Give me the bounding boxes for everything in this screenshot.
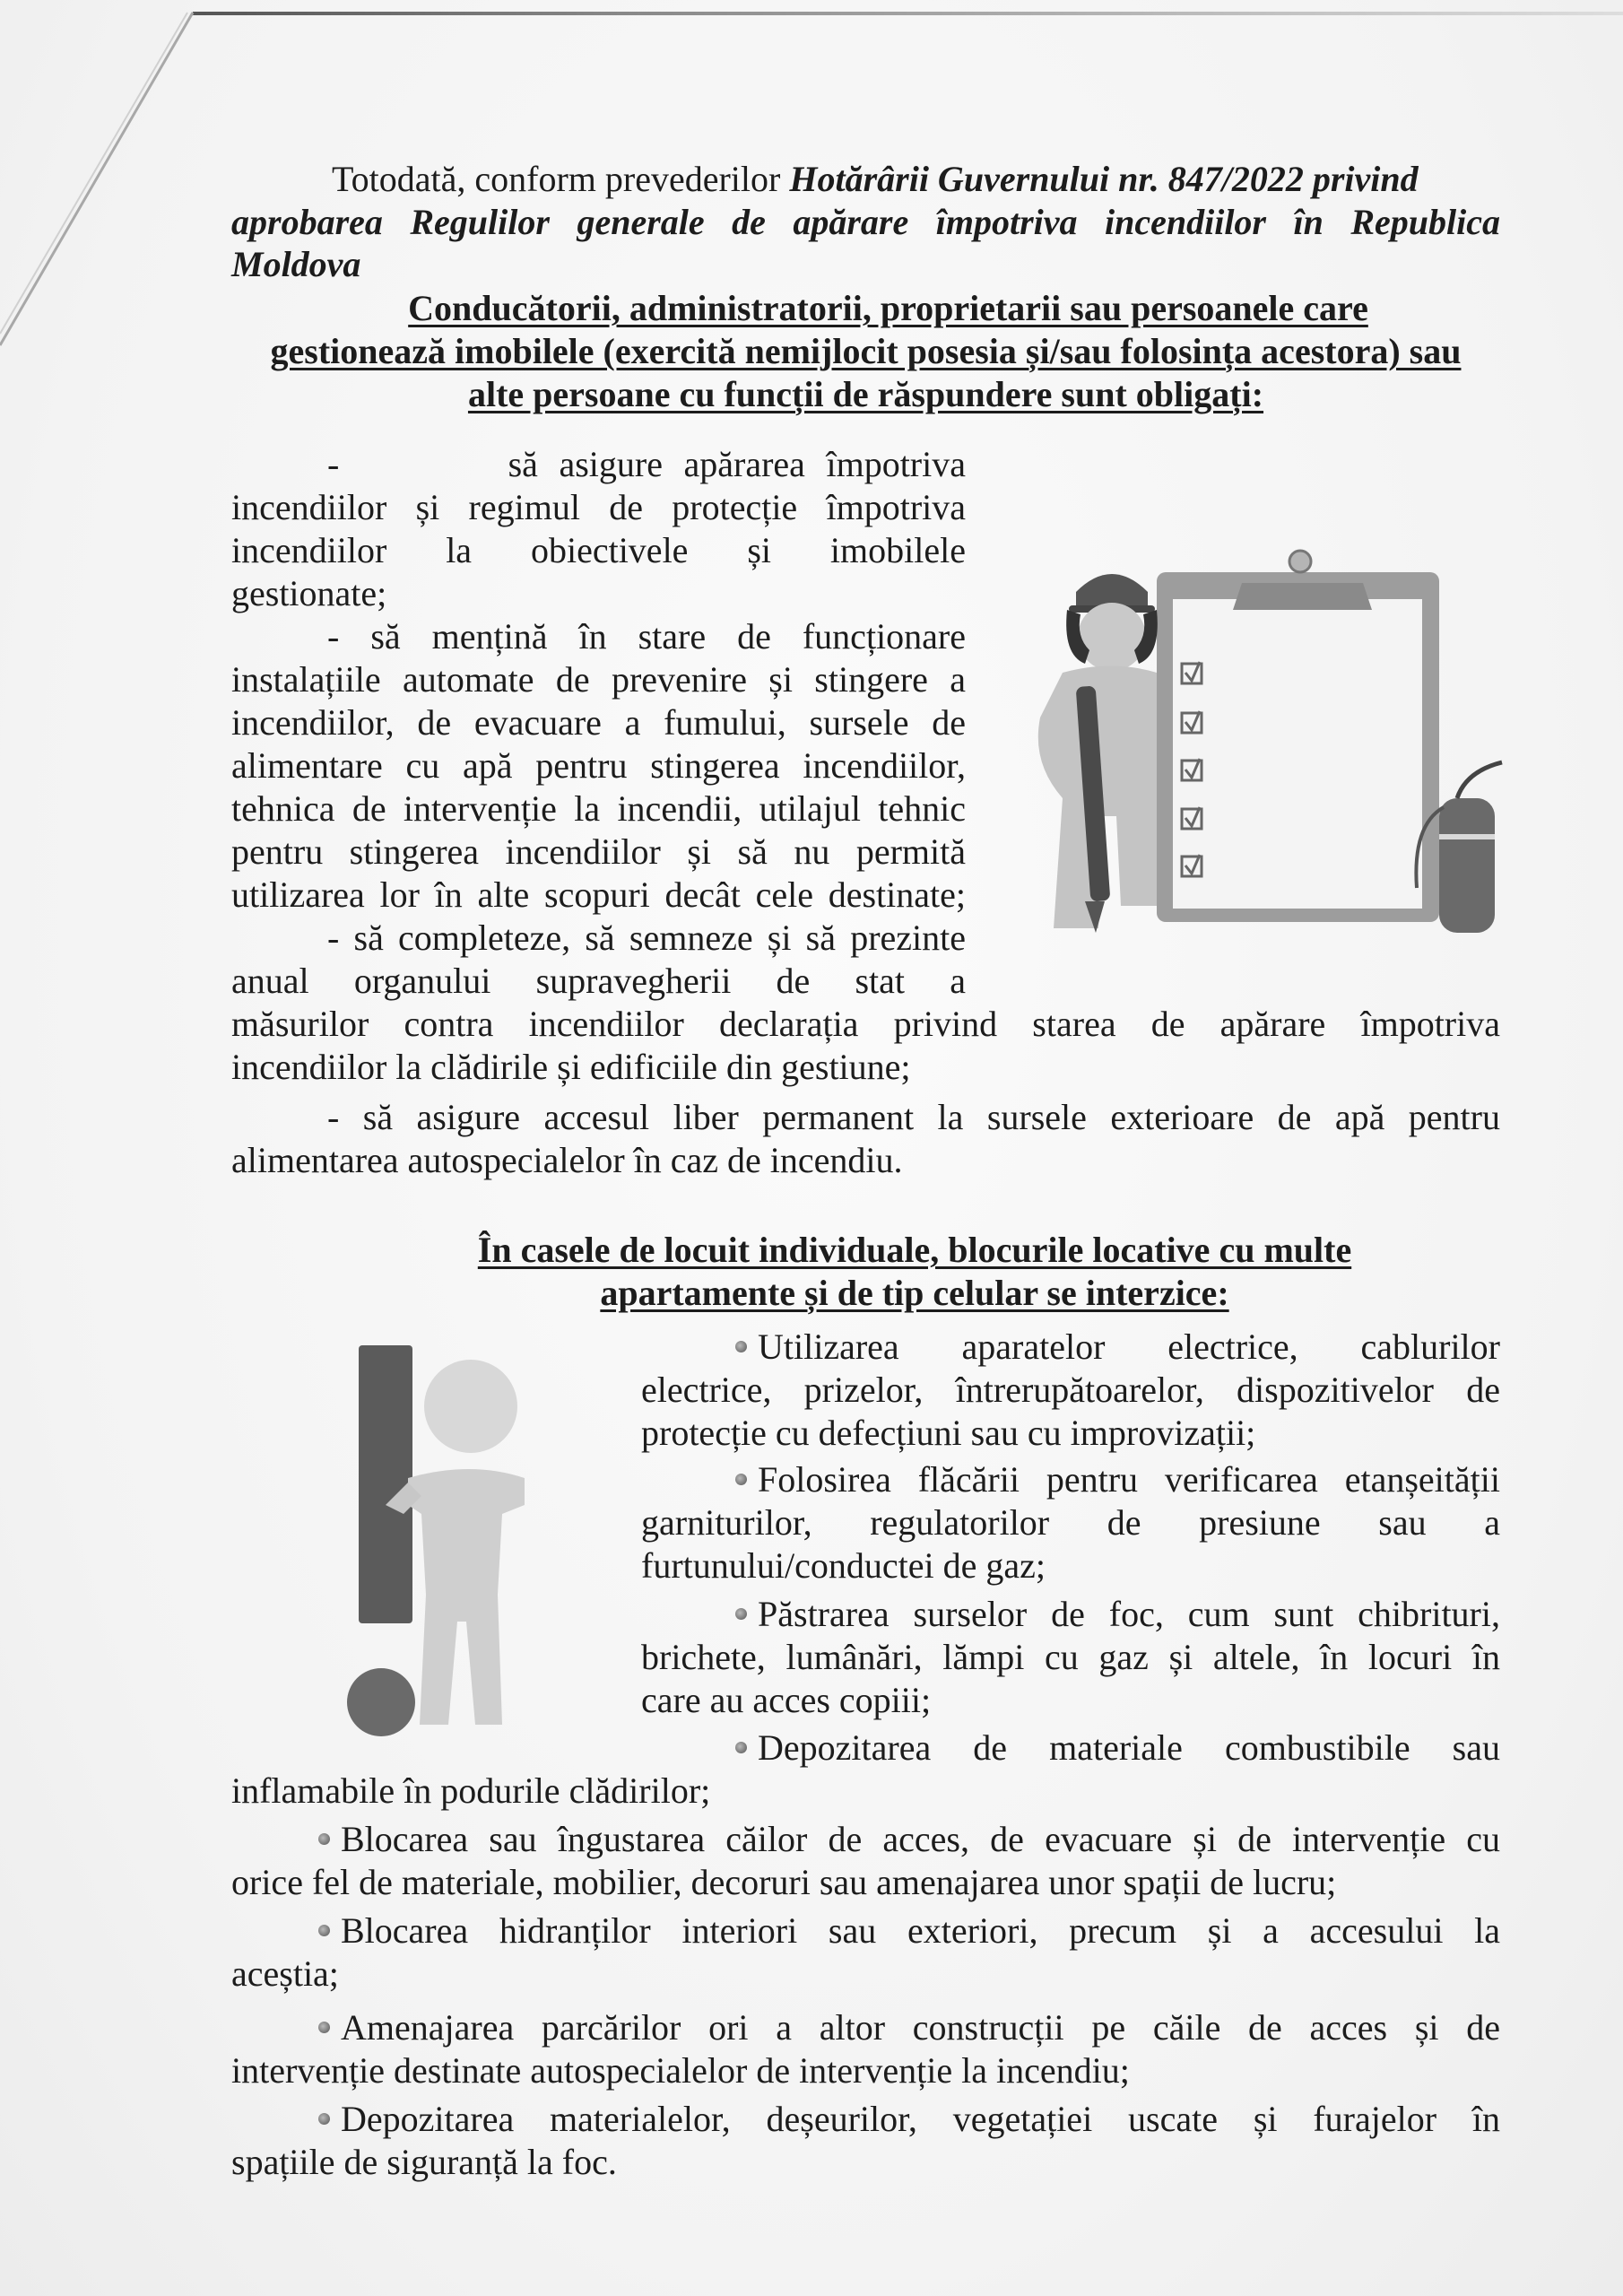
heading-obligations-line-1: Conducătorii, administratorii, proprietarii sau persoanele care xyxy=(408,288,1368,328)
exclamation-figure-icon xyxy=(323,1326,632,1752)
prohibition-7-line-2: intervenție destinate autospecialelor de intervenție la incendiu; xyxy=(231,2050,1130,2091)
heading-prohibitions-line-2: apartamente și de tip celular se interzice: xyxy=(600,1273,1229,1313)
prohibition-3-line-3: care au acces copiii; xyxy=(641,1680,932,1720)
obligation-1-line-4: gestionate; xyxy=(231,573,387,613)
page-fold-line xyxy=(0,0,215,377)
prohibition-3-line-1: Păstrarea surselor de foc, cum sunt chibrituri, xyxy=(735,1593,1500,1636)
obligation-2-line-7: utilizarea lor în alte scopuri decât cele destinate; xyxy=(231,874,966,915)
scan-top-edge xyxy=(193,12,1623,15)
obligation-2-line-4: alimentare cu apă pentru stingerea incendiilor, xyxy=(231,745,966,786)
obligation-2-line-6: pentru stingerea incendiilor și să nu permită xyxy=(231,831,966,872)
obligation-2-line-2: instalațiile automate de prevenire și stingere a xyxy=(231,659,966,700)
heading-obligations-line-3: alte persoane cu funcții de răspundere sunt obligați: xyxy=(467,374,1264,414)
bullet-icon xyxy=(735,1608,747,1620)
prohibition-2-line-3: furtunului/conductei de gaz; xyxy=(641,1545,1046,1586)
bullet-icon xyxy=(735,1341,747,1352)
obligation-1-line-3: incendiilor la obiectivele și imobilele xyxy=(231,530,966,570)
intro-lead: Totodată, conform prevederilor xyxy=(332,159,790,199)
firefighter-checklist-icon xyxy=(1013,529,1515,951)
intro-line-3: Moldova xyxy=(231,244,361,284)
bullet-icon xyxy=(318,2022,330,2033)
prohibition-8-line-2: spațiile de siguranță la foc. xyxy=(231,2142,617,2182)
prohibition-5-line-1: Blocarea sau îngustarea căilor de acces, de evacuare și de intervenție cu xyxy=(318,1818,1500,1861)
prohibition-2-line-2: garniturilor, regulatorilor de presiune sau a xyxy=(641,1502,1500,1543)
prohibition-7-line-1: Amenajarea parcărilor ori a altor construcții pe căile de acces și de xyxy=(318,2006,1500,2049)
prohibition-4-line-2: inflamabile în podurile clădirilor; xyxy=(231,1770,711,1811)
heading-obligations-line-2: gestionează imobilele (exercită nemijlocit posesia și/sau folosința acestora) sau xyxy=(270,331,1462,371)
prohibition-1-line-1: Utilizarea aparatelor electrice, cablurilor xyxy=(735,1326,1500,1369)
prohibition-2-line-1: Folosirea flăcării pentru verificarea etanșeității xyxy=(735,1458,1500,1501)
prohibition-1-line-2: electrice, prizelor, întrerupătoarelor, dispozitivelor de xyxy=(641,1370,1500,1410)
obligation-3-line-3: măsurilor contra incendiilor declarația privind starea de apărare împotriva xyxy=(231,1004,1500,1044)
bullet-icon xyxy=(735,1742,747,1753)
prohibition-3-line-2: brichete, lumânări, lămpi cu gaz și altele, în locuri în xyxy=(641,1637,1500,1677)
bullet-icon xyxy=(318,1925,330,1936)
obligation-2-line-1: - să mențină în stare de funcționare xyxy=(327,616,966,657)
prohibition-4-line-1: Depozitarea de materiale combustibile sau xyxy=(735,1726,1500,1770)
obligation-4-line-1: - să asigure accesul liber permanent la sursele exterioare de apă pentru xyxy=(327,1097,1500,1137)
intro-line-1 xyxy=(332,158,1419,201)
heading-prohibitions-line-1: În casele de locuit individuale, blocurile locative cu multe xyxy=(477,1230,1352,1270)
obligation-3-line-2: anual organului supravegherii de stat a xyxy=(231,961,966,1001)
regulation-reference: Hotărârii Guvernului nr. 847/2022 privind xyxy=(789,159,1419,199)
intro-line-2: aprobarea Regulilor generale de apărare împotriva incendiilor în Republica xyxy=(231,202,1500,242)
obligation-4-line-2: alimentarea autospecialelor în caz de incendiu. xyxy=(231,1140,903,1180)
obligation-2-line-5: tehnica de intervenție la incendii, utilajul tehnic xyxy=(231,788,966,829)
bullet-icon xyxy=(735,1474,747,1485)
prohibition-1-line-3: protecție cu defecțiuni sau cu improvizații; xyxy=(641,1413,1256,1453)
obligation-1-line-2: incendiilor și regimul de protecție împotriva xyxy=(231,487,966,527)
obligation-3-line-4: incendiilor la clădirile și edificiile din gestiune; xyxy=(231,1047,911,1087)
prohibition-6-line-1: Blocarea hidranților interiori sau exteriori, precum și a accesului la xyxy=(318,1909,1500,1952)
bullet-icon xyxy=(318,2113,330,2125)
prohibition-5-line-2: orice fel de materiale, mobilier, decoruri sau amenajarea unor spații de lucru; xyxy=(231,1862,1337,1902)
obligation-3-line-1: - să completeze, să semneze și să prezinte xyxy=(327,918,966,958)
prohibition-6-line-2: aceștia; xyxy=(231,1953,339,1994)
prohibition-8-line-1: Depozitarea materialelor, deșeurilor, vegetației uscate și furajelor în xyxy=(318,2098,1500,2141)
obligation-1-line-1: - să asigure apărarea împotriva xyxy=(327,444,966,484)
obligation-2-line-3: incendiilor, de evacuare a fumului, sursele de xyxy=(231,702,966,743)
bullet-icon xyxy=(318,1833,330,1845)
